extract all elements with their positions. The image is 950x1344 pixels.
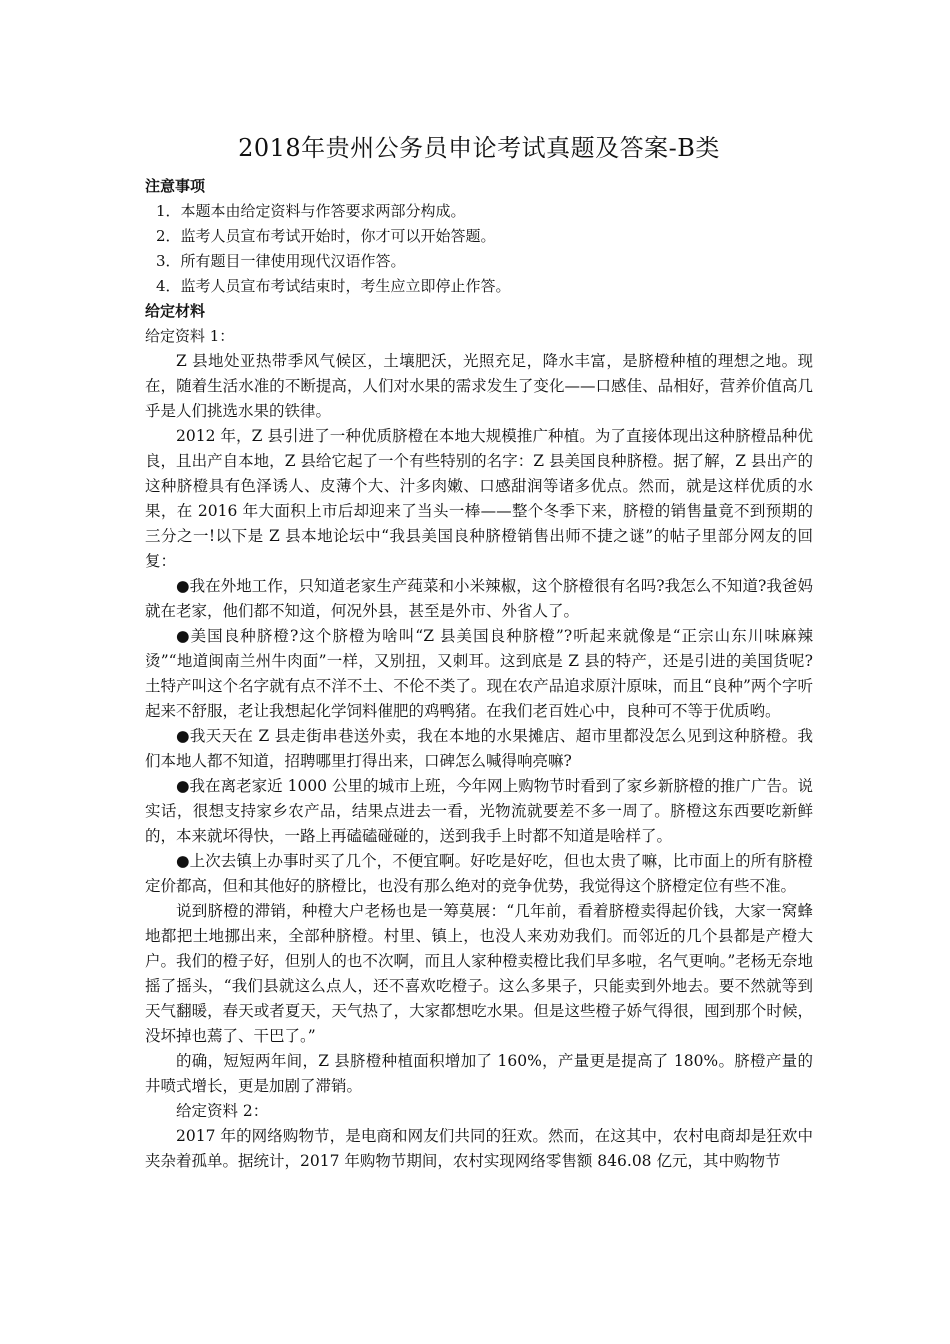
material-1-label: 给定资料 1：: [145, 327, 235, 345]
materials-heading: 给定材料: [145, 302, 206, 320]
material-1-paragraph: 说到脐橙的滞销，种橙大户老杨也是一筹莫展：“几年前，看着脐橙卖得起价钱，大家一窝蜂地都把土地挪出来，全部种脐橙。村里、镇上，也没人来劝劝我们。而邻近的几个县都是产橙大户。我们的橙子好，但别人的也不次啊，而且人家种橙卖橙比我们早多啦，名气更响。”老杨无奈地摇了摇头，“我们县就这么点人，还不喜欢吃橙子。这么多果子，只能卖到外地去。要不然就等到天气翻暖，春天或者夏天，天气热了，大家都想吃水果。但是这些橙子娇气得很，囤到那个时候，没坏掉也蔫了、干巴了。”: [145, 902, 813, 1045]
notice-item-3: 3．所有题目一律使用现代汉语作答。: [156, 252, 406, 270]
comment-paragraph: ●我在外地工作，只知道老家生产莼菜和小米辣椒，这个脐橙很有名吗?我怎么不知道?我爸妈就在老家，他们都不知道，何况外县，甚至是外市、外省人了。: [145, 577, 813, 620]
comment-paragraph: ●我在离老家近 1000 公里的城市上班，今年网上购物节时看到了家乡新脐橙的推广广告。说实话，很想支持家乡农产品，结果点进去一看，光物流就要差不多一周了。脐橙这东西要吃新鲜的，本来就坏得快，一路上再磕磕碰碰的，送到我手上时都不知道是啥样了。: [145, 777, 813, 845]
material-2-label: 给定资料 2：: [176, 1102, 269, 1120]
document-page: [145, 128, 813, 1174]
notice-item-2: 2．监考人员宣布考试开始时，你才可以开始答题。: [156, 227, 496, 245]
notice-item-4: 4．监考人员宣布考试结束时，考生应立即停止作答。: [156, 277, 511, 295]
page-title: 2018年贵州公务员申论考试真题及答案-B类: [238, 134, 720, 162]
comment-paragraph: ●我天天在 Z 县走街串巷送外卖，我在本地的水果摊店、超市里都没怎么见到这种脐橙。我们本地人都不知道，招聘哪里打得出来，口碑怎么喊得响亮嘛?: [145, 727, 813, 770]
material-1-paragraph: 2012 年，Z 县引进了一种优质脐橙在本地大规模推广种植。为了直接体现出这种脐橙品种优良，且出产自本地，Z 县给它起了一个有些特别的名字：Z 县美国良种脐橙。据了解，Z 县出产的这种脐橙具有色泽诱人、皮薄个大、汁多肉嫩、口感甜润等诸多优点。然而，就是这样优质的水果，在 2016 年大面积上市后却迎来了当头一棒——整个冬季下来，脐橙的销售量竟不到预期的三分之一!以下是 Z 县本地论坛中“我县美国良种脐橙销售出师不捷之谜”的帖子里部分网友的回复：: [145, 427, 813, 570]
material-1-paragraph: 的确，短短两年间，Z 县脐橙种植面积增加了 160%，产量更是提高了 180%。脐橙产量的井喷式增长，更是加剧了滞销。: [145, 1052, 813, 1095]
notice-item-1: 1．本题本由给定资料与作答要求两部分构成。: [156, 202, 466, 220]
comment-paragraph: ●上次去镇上办事时买了几个，不便宜啊。好吃是好吃，但也太贵了嘛，比市面上的所有脐橙定价都高，但和其他好的脐橙比，也没有那么绝对的竞争优势，我觉得这个脐橙定位有些不准。: [145, 852, 813, 895]
material-1-paragraph: Z 县地处亚热带季风气候区，土壤肥沃，光照充足，降水丰富，是脐橙种植的理想之地。现在，随着生活水准的不断提高，人们对水果的需求发生了变化——口感佳、品相好，营养价值高几乎是人们挑选水果的铁律。: [145, 352, 813, 420]
comment-paragraph: ●美国良种脐橙?这个脐橙为啥叫“Z 县美国良种脐橙”?听起来就像是“正宗山东川味麻辣烫”“地道闽南兰州牛肉面”一样，又别扭，又刺耳。这到底是 Z 县的特产，还是引进的美国货呢?土特产叫这个名字就有点不洋不土、不伦不类了。现在农产品追求原汁原味，而且“良种”两个字听起来不舒服，老让我想起化学饲料催肥的鸡鸭猪。在我们老百姓心中，良种可不等于优质哟。: [145, 627, 813, 720]
notice-list: [145, 199, 813, 299]
notice-heading: 注意事项: [145, 177, 206, 195]
material-2-paragraph: 2017 年的网络购物节，是电商和网友们共同的狂欢。然而，在这其中，农村电商却是狂欢中夹杂着孤单。据统计，2017 年购物节期间，农村实现网络零售额 846.08 亿元，其中购物节: [145, 1127, 813, 1170]
